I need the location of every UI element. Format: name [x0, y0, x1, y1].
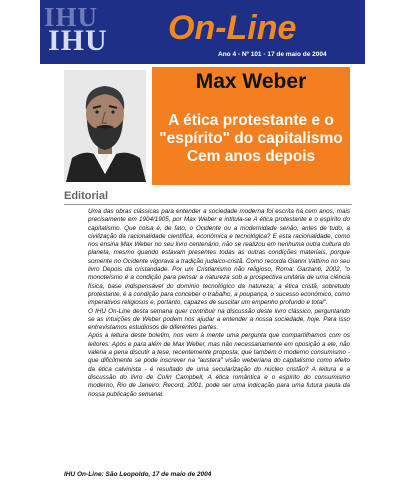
footer-separator: : [101, 471, 106, 478]
ihu-logo: IHU [48, 24, 108, 57]
paragraph: O IHU On-Line desta semana quer contribuir na discussão deste livro clássico, perguntando se as intuições de Weber podem nos ajudar a entender a nossa sociedade, hoje. Para isso entrevistamos estudiosos de diferentes partes. [88, 307, 350, 332]
ihu-logo-shadow: IHU [44, 2, 99, 32]
section-title: Editorial [64, 190, 109, 202]
subtitle-line-3: Cem anos depois [186, 148, 316, 165]
footer-publication: IHU On-Line [64, 471, 102, 478]
paragraph: Uma das obras clássicas para entender a sociedade moderna foi escrita há cem anos, mais precisamente em 1904/1905, por Max Weber e intitula-se A ética protestante e o espírito do capitalismo. Que coisa é, de fato, o Ocidente ou a modernidade senão, antes de tudo, a civilização da racionalidade científica, econômica e tecnológica? E esta racionalidade, como nos ensina Max Weber no seu livro centenário, não se realizou em nenhuma outra cultura do planeta, mesmo quando estavam presentes todas as outras condições materiais, porque somente no Ocidente vigorava a tradição judaico-cristã. Como recorda Gianni Vattimo no seu livro Depois da cristandade. Por um Cristianismo não religioso, Roma: Garzanti, 2002, "o monoteísmo é a condição para pensar a natureza sob a prospectiva unitária de uma ciência física, base indispensável do domínio tecnológico da natureza; a ética cristã, sobretudo protestante, é a condição para conceber o trabalho, a poupança, o sucesso econômico, como imperativos religiosos e, portanto, capazes de suscitar um empenho profundo e total". [88, 208, 350, 307]
issue-info: Ano 4 - Nº 101 - 17 de maio de 2004 [218, 51, 327, 58]
cover-subtitle [152, 112, 350, 166]
max-weber-portrait [64, 70, 146, 182]
footer-place-date: São Leopoldo, 17 de maio de 2004 [105, 471, 212, 478]
footer [64, 471, 211, 478]
paragraph: Após a leitura deste boletim, nos vem à mente uma pergunta que compartilhamos com os leitores: Após e para além de Max Weber, mas não necessariamente em oposição a ele, não valeria a pena discutir a tese, recentemente proposta, que também o moderno consumismo - que dificilmente se pode inscrever na "austera" visão weberiana do capitalismo como efeito da ética calvinista - é resultado de uma secularização do núcleo cristão? A leitura e a discussão do livro de Colin Campbell, A ética romântica e o espírito do consumismo moderno, Rio de Janeiro: Record, 2001, pode ser uma indicação para uma futura pauta da nossa publicação semanal. [88, 332, 350, 398]
cover-name: Max Weber [195, 70, 307, 93]
section-divider [64, 204, 352, 205]
subtitle-line-2: "espírito" do capitalismo [159, 130, 343, 147]
brand-title: On-Line [168, 9, 297, 47]
subtitle-line-1: A ética protestante e o [168, 112, 334, 129]
editorial-body [88, 208, 350, 399]
